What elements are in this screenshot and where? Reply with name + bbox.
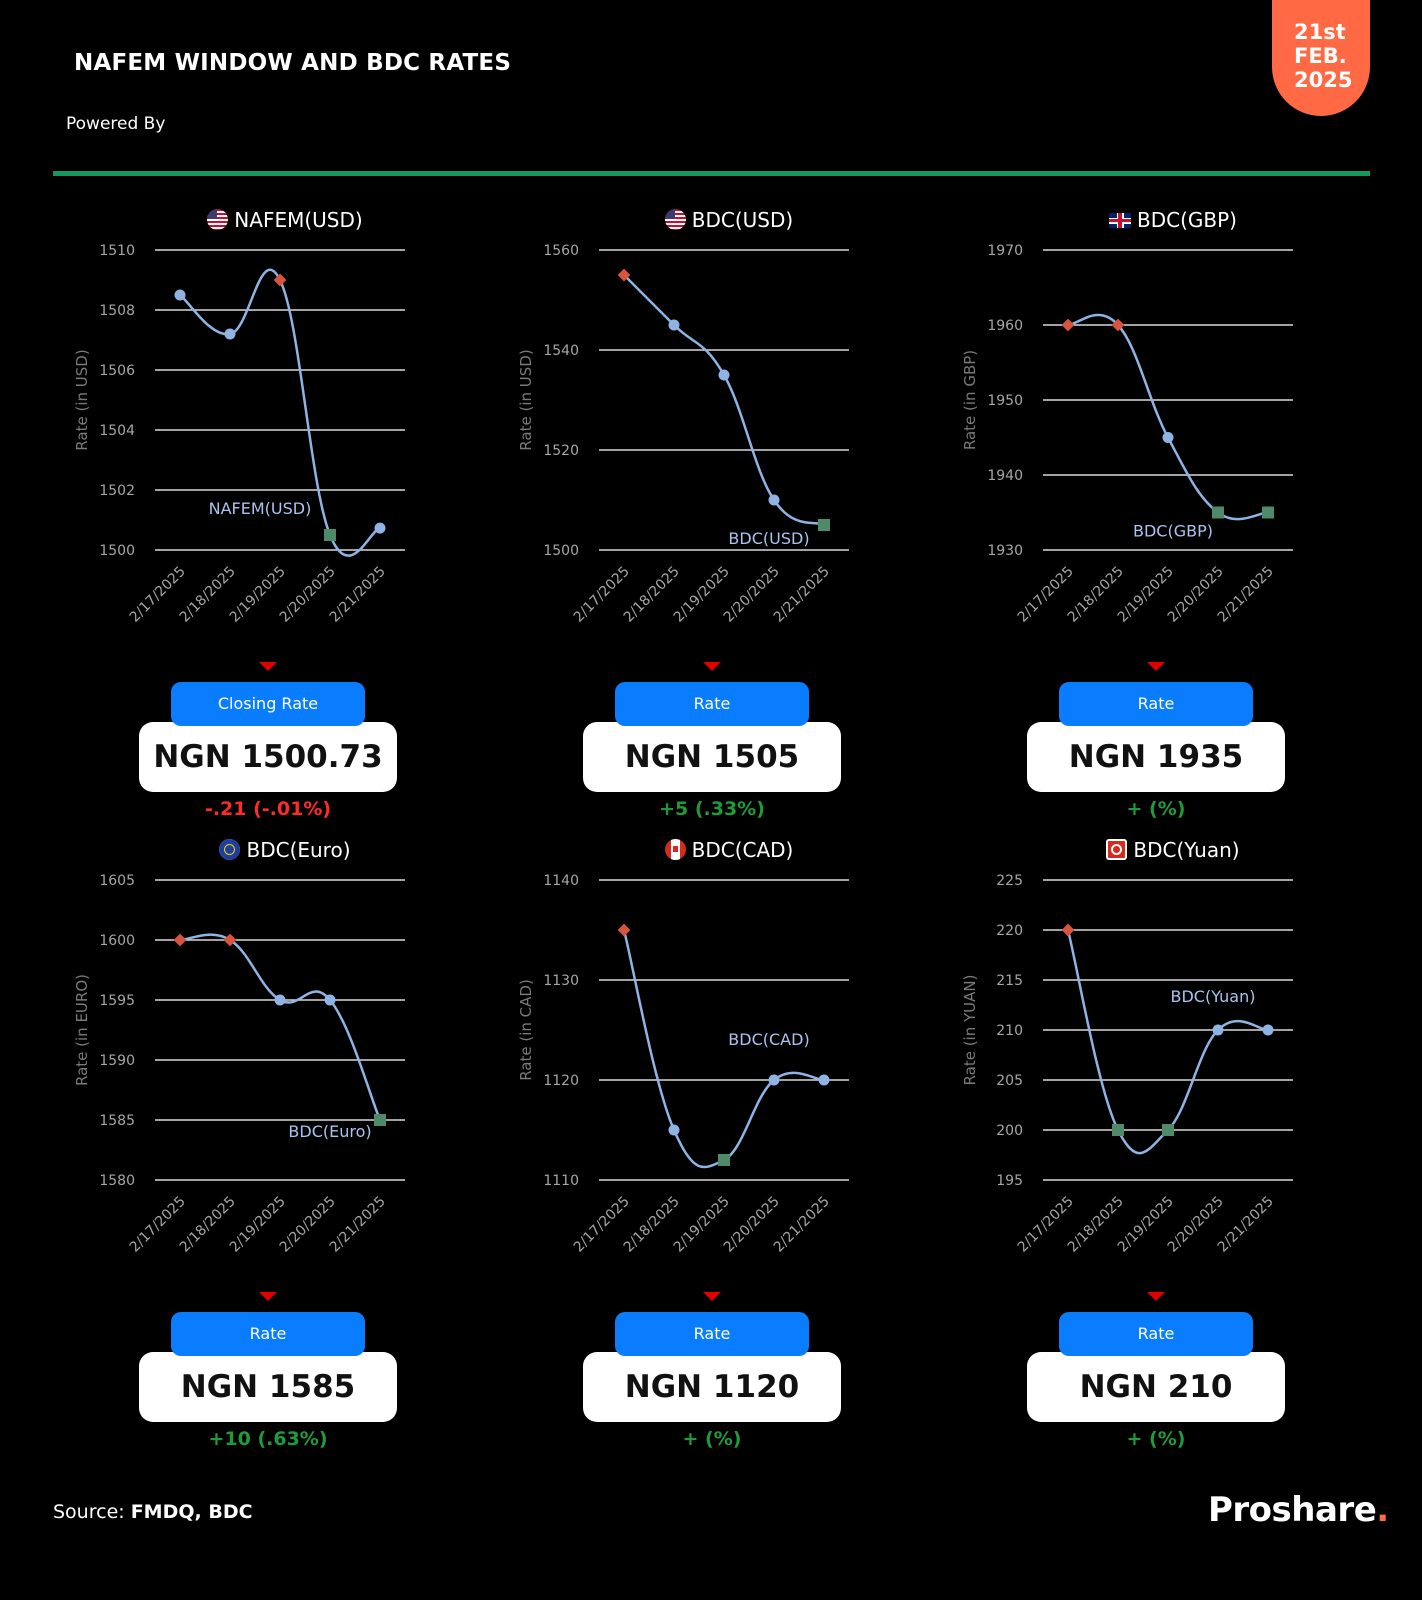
chart-title-text: BDC(USD) bbox=[691, 208, 794, 232]
x-tick-label: 2/19/2025 bbox=[1114, 563, 1177, 626]
y-tick-label: 1930 bbox=[987, 543, 1023, 559]
data-point-min bbox=[1162, 1124, 1174, 1136]
x-tick-label: 2/19/2025 bbox=[226, 563, 289, 626]
rate-change: + (%) bbox=[1126, 1428, 1186, 1450]
x-tick-label: 2/18/2025 bbox=[176, 563, 239, 626]
x-tick-label: 2/20/2025 bbox=[720, 563, 783, 626]
x-tick-label: 2/20/2025 bbox=[276, 563, 339, 626]
y-tick-label: 195 bbox=[996, 1173, 1023, 1189]
chart-svg bbox=[65, 208, 505, 648]
rate-change: + (%) bbox=[682, 1428, 742, 1450]
data-point bbox=[1163, 432, 1174, 443]
chart-title-text: BDC(Euro) bbox=[246, 838, 351, 862]
y-tick-label: 1600 bbox=[99, 933, 135, 949]
chart-svg bbox=[953, 838, 1393, 1278]
y-axis-label: Rate (in YUAN) bbox=[961, 974, 979, 1086]
powered-by-text: Powered By bbox=[66, 114, 166, 134]
y-tick-label: 1950 bbox=[987, 393, 1023, 409]
y-tick-label: 1970 bbox=[987, 243, 1023, 259]
data-point bbox=[1263, 1025, 1274, 1036]
data-point bbox=[375, 523, 386, 534]
rate-label: Rate bbox=[171, 1312, 365, 1356]
y-axis-label: Rate (in CAD) bbox=[517, 979, 535, 1081]
chart-svg bbox=[509, 208, 949, 648]
series-label: BDC(USD) bbox=[728, 529, 810, 548]
chart-4 bbox=[65, 838, 505, 1278]
x-tick-label: 2/20/2025 bbox=[1164, 563, 1227, 626]
logo-dot: . bbox=[1376, 1490, 1389, 1530]
down-arrow-icon bbox=[703, 1292, 721, 1301]
x-tick-label: 2/20/2025 bbox=[720, 1193, 783, 1256]
y-tick-label: 200 bbox=[996, 1123, 1023, 1139]
down-arrow-icon bbox=[703, 662, 721, 671]
rate-value: NGN 1120 bbox=[583, 1352, 841, 1422]
y-tick-label: 1508 bbox=[99, 303, 135, 319]
down-arrow-icon bbox=[259, 662, 277, 671]
y-tick-label: 205 bbox=[996, 1073, 1023, 1089]
y-axis-label: Rate (in USD) bbox=[517, 349, 535, 451]
x-tick-label: 2/18/2025 bbox=[1064, 1193, 1127, 1256]
data-point bbox=[769, 495, 780, 506]
rate-value: NGN 1505 bbox=[583, 722, 841, 792]
rate-label: Rate bbox=[615, 1312, 809, 1356]
data-point-min bbox=[1212, 507, 1224, 519]
x-tick-label: 2/21/2025 bbox=[326, 1193, 389, 1256]
x-tick-label: 2/18/2025 bbox=[176, 1193, 239, 1256]
chart-title-text: BDC(Yuan) bbox=[1133, 838, 1240, 862]
data-point-max bbox=[1062, 924, 1075, 937]
data-point bbox=[669, 320, 680, 331]
down-arrow-icon bbox=[1147, 662, 1165, 671]
series-line bbox=[180, 935, 380, 1120]
y-tick-label: 1140 bbox=[543, 873, 579, 889]
rate-label: Rate bbox=[1059, 1312, 1253, 1356]
chart-svg bbox=[953, 208, 1393, 648]
data-point bbox=[769, 1075, 780, 1086]
rate-label: Rate bbox=[615, 682, 809, 726]
y-tick-label: 215 bbox=[996, 973, 1023, 989]
y-tick-label: 1560 bbox=[543, 243, 579, 259]
y-tick-label: 1940 bbox=[987, 468, 1023, 484]
y-tick-label: 1590 bbox=[99, 1053, 135, 1069]
chart-1 bbox=[65, 208, 505, 648]
x-tick-label: 2/19/2025 bbox=[226, 1193, 289, 1256]
y-tick-label: 1110 bbox=[543, 1173, 579, 1189]
y-axis-label: Rate (in GBP) bbox=[961, 349, 979, 451]
proshare-logo bbox=[1208, 1490, 1389, 1530]
chart-6 bbox=[953, 838, 1393, 1278]
y-tick-label: 1502 bbox=[99, 483, 135, 499]
series-label: NAFEM(USD) bbox=[208, 499, 312, 518]
chart-title-text: BDC(GBP) bbox=[1137, 208, 1237, 232]
y-tick-label: 220 bbox=[996, 923, 1023, 939]
chart-5 bbox=[509, 838, 949, 1278]
x-tick-label: 2/17/2025 bbox=[1014, 1193, 1077, 1256]
rate-value: NGN 1585 bbox=[139, 1352, 397, 1422]
rate-value: NGN 1935 bbox=[1027, 722, 1285, 792]
series-line bbox=[1068, 315, 1268, 519]
page-title: NAFEM WINDOW AND BDC RATES bbox=[74, 50, 512, 76]
rate-change: +10 (.63%) bbox=[208, 1428, 328, 1450]
y-tick-label: 210 bbox=[996, 1023, 1023, 1039]
y-axis-label: Rate (in USD) bbox=[73, 349, 91, 451]
logo-text: Proshare bbox=[1208, 1490, 1377, 1530]
series-line bbox=[624, 275, 824, 525]
x-tick-label: 2/19/2025 bbox=[670, 563, 733, 626]
data-point-max bbox=[274, 274, 287, 287]
x-tick-label: 2/19/2025 bbox=[670, 1193, 733, 1256]
x-tick-label: 2/20/2025 bbox=[276, 1193, 339, 1256]
y-tick-label: 1520 bbox=[543, 443, 579, 459]
down-arrow-icon bbox=[259, 1292, 277, 1301]
y-tick-label: 1585 bbox=[99, 1113, 135, 1129]
chart-svg bbox=[509, 838, 949, 1278]
data-point-max bbox=[1062, 319, 1075, 332]
series-label: BDC(CAD) bbox=[728, 1030, 810, 1049]
data-point-min bbox=[718, 1154, 730, 1166]
series-label: BDC(Euro) bbox=[288, 1121, 372, 1141]
chart-title-text: NAFEM(USD) bbox=[234, 208, 363, 232]
y-tick-label: 1580 bbox=[99, 1173, 135, 1189]
rate-label: Closing Rate bbox=[171, 682, 365, 726]
x-tick-label: 2/17/2025 bbox=[126, 1193, 189, 1256]
y-tick-label: 1130 bbox=[543, 973, 579, 989]
rate-change: +5 (.33%) bbox=[659, 798, 765, 820]
chart-3 bbox=[953, 208, 1393, 648]
y-tick-label: 1540 bbox=[543, 343, 579, 359]
x-tick-label: 2/21/2025 bbox=[326, 563, 389, 626]
data-point bbox=[819, 1075, 830, 1086]
x-tick-label: 2/18/2025 bbox=[1064, 563, 1127, 626]
data-point-min bbox=[374, 1114, 386, 1126]
data-point-max bbox=[174, 934, 187, 947]
y-tick-label: 1510 bbox=[99, 243, 135, 259]
data-point-min bbox=[324, 529, 336, 541]
y-tick-label: 1595 bbox=[99, 993, 135, 1009]
series-label: BDC(GBP) bbox=[1133, 521, 1213, 541]
down-arrow-icon bbox=[1147, 1292, 1165, 1301]
series-label: BDC(Yuan) bbox=[1170, 987, 1256, 1006]
x-tick-label: 2/21/2025 bbox=[1214, 563, 1277, 626]
source-text bbox=[53, 1501, 253, 1523]
x-tick-label: 2/21/2025 bbox=[770, 563, 833, 626]
data-point bbox=[669, 1125, 680, 1136]
x-tick-label: 2/21/2025 bbox=[770, 1193, 833, 1256]
date-month: FEB. bbox=[1294, 44, 1347, 68]
date-badge bbox=[1272, 0, 1370, 116]
data-point-min bbox=[818, 519, 830, 531]
data-point bbox=[1213, 1025, 1224, 1036]
data-point bbox=[225, 329, 236, 340]
chart-svg bbox=[65, 838, 505, 1278]
source-value: FMDQ, BDC bbox=[130, 1501, 253, 1523]
y-tick-label: 1506 bbox=[99, 363, 135, 379]
x-tick-label: 2/21/2025 bbox=[1214, 1193, 1277, 1256]
x-tick-label: 2/19/2025 bbox=[1114, 1193, 1177, 1256]
chart-2 bbox=[509, 208, 949, 648]
rate-value: NGN 1500.73 bbox=[139, 722, 397, 792]
data-point bbox=[275, 995, 286, 1006]
y-tick-label: 225 bbox=[996, 873, 1023, 889]
x-tick-label: 2/20/2025 bbox=[1164, 1193, 1227, 1256]
header-divider bbox=[53, 171, 1370, 176]
y-tick-label: 1504 bbox=[99, 423, 135, 439]
data-point-max bbox=[618, 924, 631, 937]
rate-label: Rate bbox=[1059, 682, 1253, 726]
date-year: 2025 bbox=[1294, 68, 1353, 92]
rate-value: NGN 210 bbox=[1027, 1352, 1285, 1422]
x-tick-label: 2/17/2025 bbox=[570, 1193, 633, 1256]
x-tick-label: 2/18/2025 bbox=[620, 563, 683, 626]
y-tick-label: 1500 bbox=[543, 543, 579, 559]
x-tick-label: 2/17/2025 bbox=[1014, 563, 1077, 626]
data-point bbox=[175, 290, 186, 301]
x-tick-label: 2/17/2025 bbox=[570, 563, 633, 626]
data-point-min bbox=[1112, 1124, 1124, 1136]
x-tick-label: 2/18/2025 bbox=[620, 1193, 683, 1256]
source-prefix: Source: bbox=[53, 1501, 131, 1523]
y-tick-label: 1500 bbox=[99, 543, 135, 559]
rate-change: + (%) bbox=[1126, 798, 1186, 820]
y-tick-label: 1605 bbox=[99, 873, 135, 889]
series-line bbox=[1068, 930, 1268, 1153]
chart-title-text: BDC(CAD) bbox=[691, 838, 794, 862]
rate-change: -.21 (-.01%) bbox=[204, 798, 332, 820]
y-tick-label: 1120 bbox=[543, 1073, 579, 1089]
data-point-min bbox=[1262, 507, 1274, 519]
date-day: 21st bbox=[1294, 20, 1346, 44]
data-point bbox=[325, 995, 336, 1006]
data-point bbox=[719, 370, 730, 381]
y-tick-label: 1960 bbox=[987, 318, 1023, 334]
y-axis-label: Rate (in EURO) bbox=[73, 974, 91, 1086]
x-tick-label: 2/17/2025 bbox=[126, 563, 189, 626]
